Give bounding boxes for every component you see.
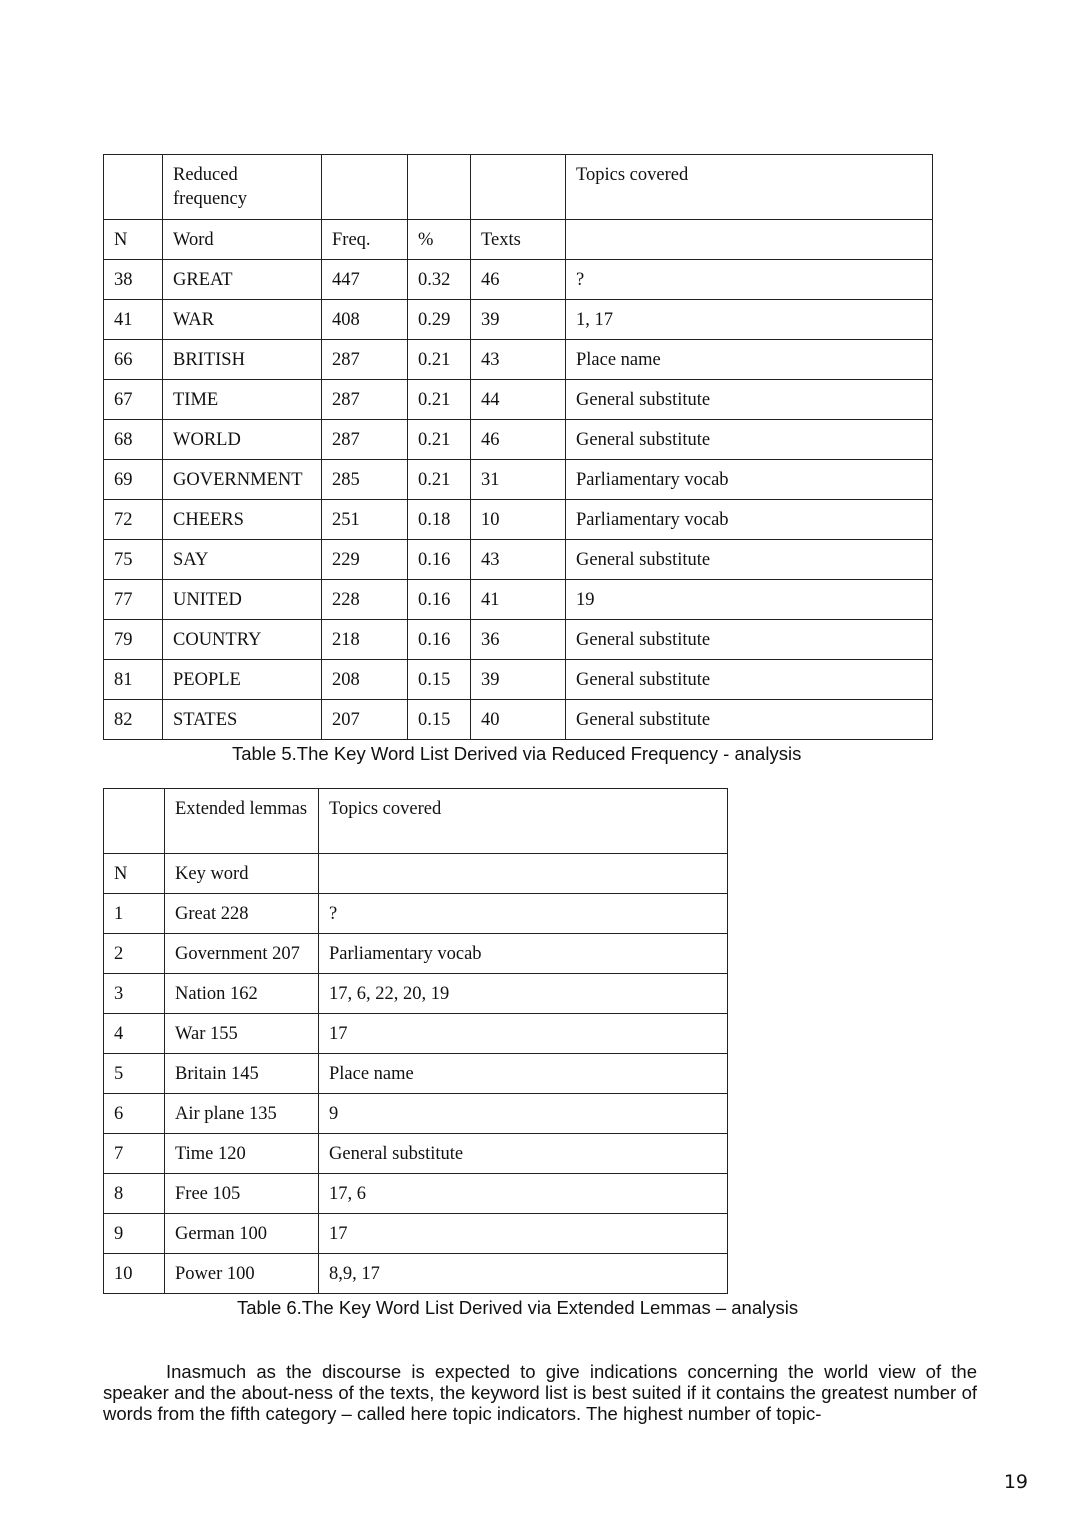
- table-cell: Place name: [319, 1054, 728, 1094]
- table-5-reduced-frequency: [103, 154, 933, 740]
- table-cell: Freq.: [322, 220, 408, 260]
- table-cell: 38: [104, 260, 163, 300]
- table-cell: 0.21: [408, 380, 471, 420]
- table-cell: 7: [104, 1134, 165, 1174]
- table-cell: [322, 155, 408, 220]
- table-cell: General substitute: [566, 620, 933, 660]
- table-cell: [104, 155, 163, 220]
- table-column-row: [104, 220, 933, 260]
- table-cell: %: [408, 220, 471, 260]
- table-cell: 0.16: [408, 540, 471, 580]
- table-cell: 17: [319, 1014, 728, 1054]
- table-cell: Great 228: [165, 894, 319, 934]
- table-cell: GREAT: [163, 260, 322, 300]
- table-cell: 67: [104, 380, 163, 420]
- table-cell: 17, 6: [319, 1174, 728, 1214]
- table-cell: 8,9, 17: [319, 1254, 728, 1294]
- table-cell: WAR: [163, 300, 322, 340]
- table-cell: General substitute: [566, 660, 933, 700]
- table-cell: 1, 17: [566, 300, 933, 340]
- table-cell: 4: [104, 1014, 165, 1054]
- table-cell: CHEERS: [163, 500, 322, 540]
- table-row: [104, 700, 933, 740]
- table-cell: [104, 789, 165, 854]
- table-cell: 17, 6, 22, 20, 19: [319, 974, 728, 1014]
- table-row: [104, 500, 933, 540]
- table-cell: N: [104, 854, 165, 894]
- table-cell: German 100: [165, 1214, 319, 1254]
- table-row: [104, 620, 933, 660]
- table-cell: 228: [322, 580, 408, 620]
- table-cell: 36: [471, 620, 566, 660]
- table-cell: General substitute: [566, 420, 933, 460]
- table-cell: Air plane 135: [165, 1094, 319, 1134]
- table-cell: [319, 854, 728, 894]
- table-row: [104, 1094, 728, 1134]
- table-cell: 0.16: [408, 620, 471, 660]
- table-cell: [566, 220, 933, 260]
- table-row: [104, 540, 933, 580]
- table-cell: 9: [104, 1214, 165, 1254]
- table-row: [104, 1134, 728, 1174]
- table-cell: Free 105: [165, 1174, 319, 1214]
- table-6-caption: Table 6.The Key Word List Derived via Extended Lemmas – analysis: [237, 1297, 799, 1318]
- table-row: [104, 934, 728, 974]
- table-cell: STATES: [163, 700, 322, 740]
- table-row: [104, 660, 933, 700]
- table-cell: Key word: [165, 854, 319, 894]
- table-row: [104, 1174, 728, 1214]
- table-row: [104, 1014, 728, 1054]
- table-cell: 2: [104, 934, 165, 974]
- table-row: [104, 974, 728, 1014]
- table-cell: 0.32: [408, 260, 471, 300]
- table-cell: Word: [163, 220, 322, 260]
- table-cell: Government 207: [165, 934, 319, 974]
- table-cell: COUNTRY: [163, 620, 322, 660]
- table-cell: SAY: [163, 540, 322, 580]
- table-cell: 408: [322, 300, 408, 340]
- table-cell: Parliamentary vocab: [566, 500, 933, 540]
- table-cell: 0.21: [408, 340, 471, 380]
- table-cell: 10: [104, 1254, 165, 1294]
- table-cell: WORLD: [163, 420, 322, 460]
- table-cell: 43: [471, 340, 566, 380]
- table-cell: Parliamentary vocab: [566, 460, 933, 500]
- table-row: [104, 420, 933, 460]
- table-cell: Power 100: [165, 1254, 319, 1294]
- table-cell: ?: [566, 260, 933, 300]
- table-cell: Time 120: [165, 1134, 319, 1174]
- table-cell: 0.18: [408, 500, 471, 540]
- table-cell: TIME: [163, 380, 322, 420]
- table-cell: 69: [104, 460, 163, 500]
- table-row: [104, 1054, 728, 1094]
- table-row: [104, 1214, 728, 1254]
- table-row: [104, 1254, 728, 1294]
- table-cell: 207: [322, 700, 408, 740]
- table-cell: 75: [104, 540, 163, 580]
- table-cell: [471, 155, 566, 220]
- table-cell: 229: [322, 540, 408, 580]
- table-cell: PEOPLE: [163, 660, 322, 700]
- table-cell: 41: [104, 300, 163, 340]
- table-cell: 10: [471, 500, 566, 540]
- table-cell: 79: [104, 620, 163, 660]
- table-cell: General substitute: [319, 1134, 728, 1174]
- table-cell: 0.15: [408, 700, 471, 740]
- table-row: [104, 580, 933, 620]
- table-cell: 0.15: [408, 660, 471, 700]
- table-cell: 208: [322, 660, 408, 700]
- table-cell: Parliamentary vocab: [319, 934, 728, 974]
- table-cell: 3: [104, 974, 165, 1014]
- table-cell: 251: [322, 500, 408, 540]
- table-cell: 17: [319, 1214, 728, 1254]
- table-cell: 77: [104, 580, 163, 620]
- table-cell: Topics covered: [319, 789, 728, 854]
- table-header-row: [104, 789, 728, 854]
- table-cell: 39: [471, 660, 566, 700]
- table-cell: 19: [566, 580, 933, 620]
- table-cell: 8: [104, 1174, 165, 1214]
- table-cell: 218: [322, 620, 408, 660]
- table-cell: 0.21: [408, 460, 471, 500]
- table-cell: 39: [471, 300, 566, 340]
- table-cell: 0.16: [408, 580, 471, 620]
- table-cell: 46: [471, 420, 566, 460]
- table-row: [104, 894, 728, 934]
- page-number: 19: [1003, 1471, 1028, 1493]
- table-cell: 40: [471, 700, 566, 740]
- table-5-caption: Table 5.The Key Word List Derived via Reduced Frequency - analysis: [232, 743, 802, 764]
- table-cell: 82: [104, 700, 163, 740]
- table-cell: Reduced frequency: [163, 155, 322, 220]
- table-cell: [408, 155, 471, 220]
- table-row: [104, 300, 933, 340]
- table-row: [104, 460, 933, 500]
- table-cell: 41: [471, 580, 566, 620]
- table-cell: BRITISH: [163, 340, 322, 380]
- table-cell: 287: [322, 340, 408, 380]
- table-cell: N: [104, 220, 163, 260]
- table-row: [104, 260, 933, 300]
- table-cell: 1: [104, 894, 165, 934]
- table-cell: 66: [104, 340, 163, 380]
- table-header-row: [104, 155, 933, 220]
- table-cell: War 155: [165, 1014, 319, 1054]
- table-cell: Extended lemmas: [165, 789, 319, 854]
- table-cell: 46: [471, 260, 566, 300]
- table-cell: General substitute: [566, 540, 933, 580]
- table-cell: Britain 145: [165, 1054, 319, 1094]
- table-cell: 43: [471, 540, 566, 580]
- table-cell: 81: [104, 660, 163, 700]
- table-cell: Texts: [471, 220, 566, 260]
- table-cell: UNITED: [163, 580, 322, 620]
- table-row: [104, 340, 933, 380]
- table-cell: 31: [471, 460, 566, 500]
- table-cell: 5: [104, 1054, 165, 1094]
- table-row: [104, 380, 933, 420]
- table-cell: 285: [322, 460, 408, 500]
- table-cell: ?: [319, 894, 728, 934]
- table-cell: 0.21: [408, 420, 471, 460]
- table-6-extended-lemmas: [103, 788, 728, 1294]
- table-cell: 0.29: [408, 300, 471, 340]
- body-paragraph: Inasmuch as the discourse is expected to give indications concerning the world view of the speaker and the about-ness of the texts, the keyword list is best suited if it contains the greatest number of words from the fifth category – called here topic indicators. The highest number of topic-: [103, 1360, 977, 1424]
- table-cell: 9: [319, 1094, 728, 1134]
- table-cell: 68: [104, 420, 163, 460]
- table-cell: 44: [471, 380, 566, 420]
- table-cell: 447: [322, 260, 408, 300]
- table-cell: General substitute: [566, 700, 933, 740]
- table-cell: Place name: [566, 340, 933, 380]
- table-cell: 287: [322, 380, 408, 420]
- table-cell: Topics covered: [566, 155, 933, 220]
- table-cell: GOVERNMENT: [163, 460, 322, 500]
- table-cell: 287: [322, 420, 408, 460]
- table-cell: Nation 162: [165, 974, 319, 1014]
- table-cell: 72: [104, 500, 163, 540]
- table-cell: 6: [104, 1094, 165, 1134]
- table-cell: General substitute: [566, 380, 933, 420]
- table-column-row: [104, 854, 728, 894]
